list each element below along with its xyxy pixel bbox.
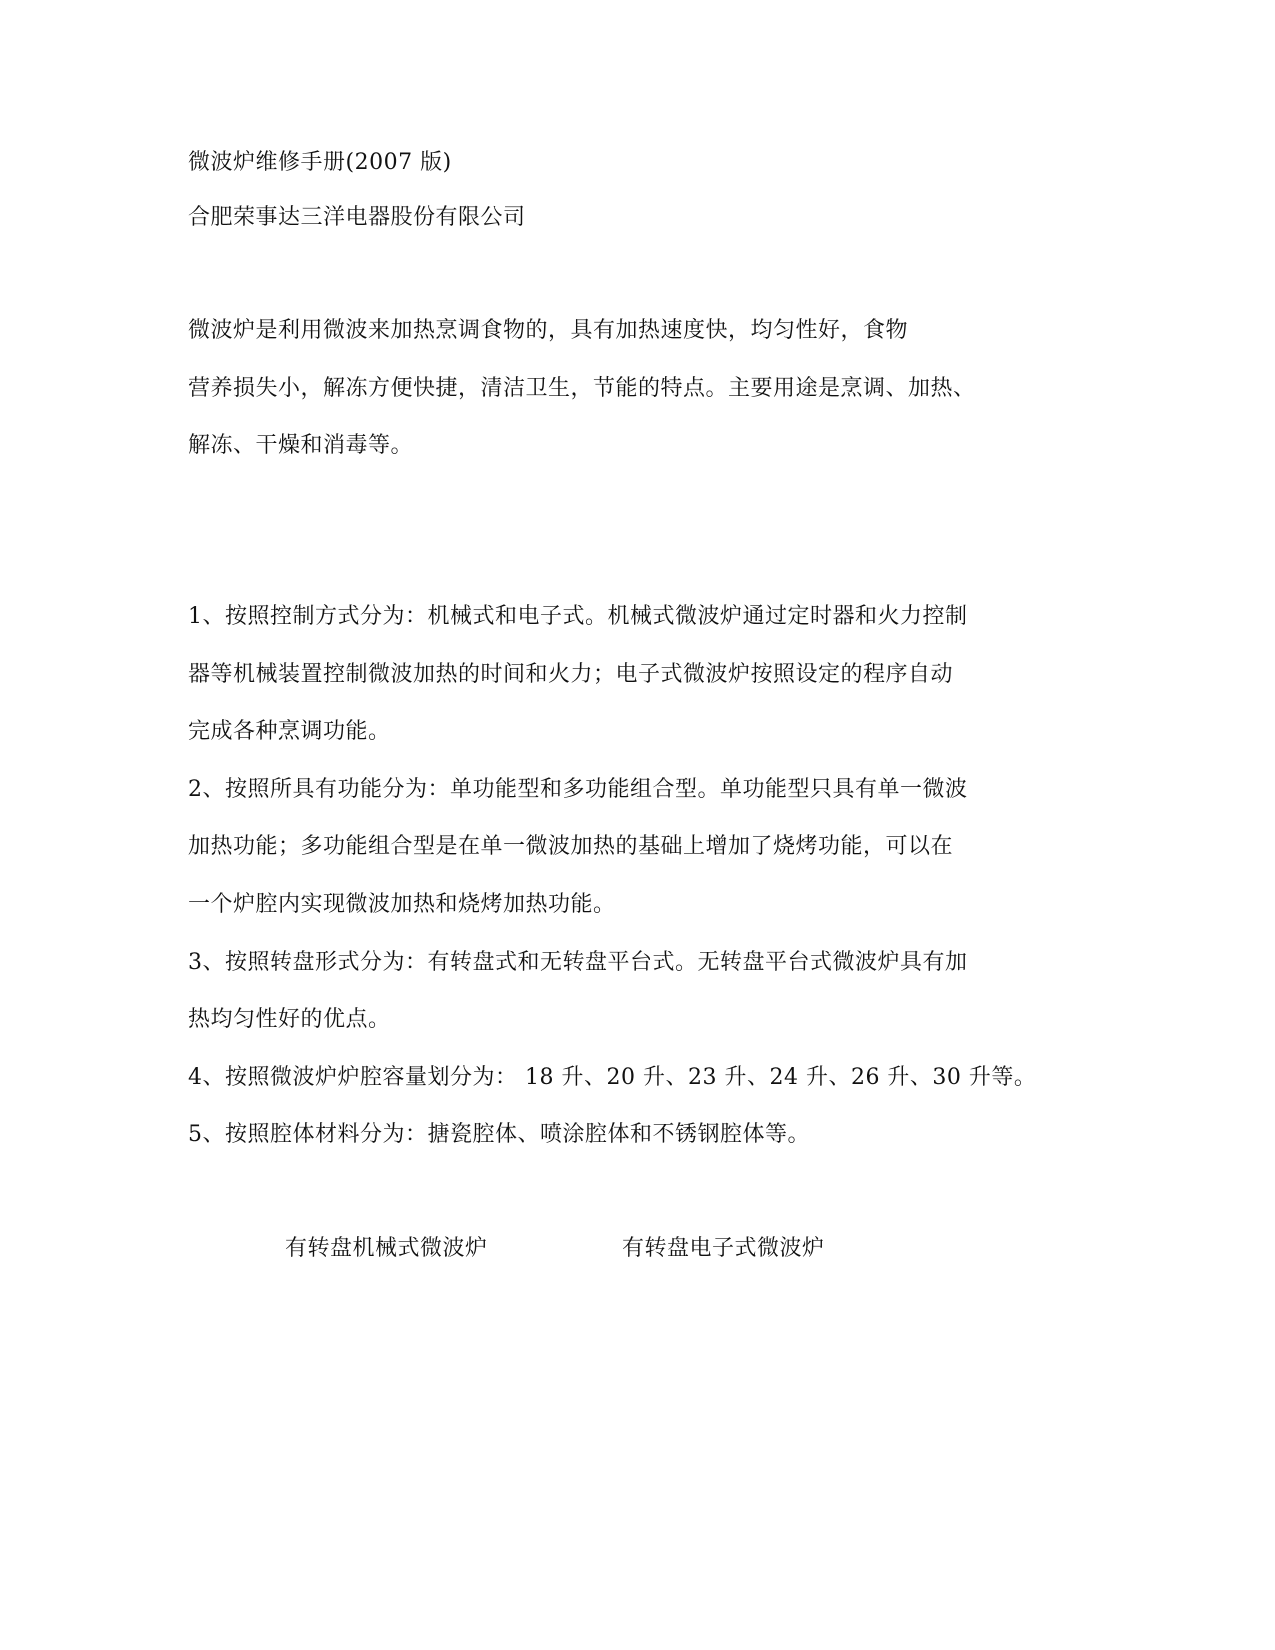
- intro-line: 微波炉是利用微波来加热烹调食物的，具有加热速度快，均匀性好，食物: [188, 318, 909, 343]
- classification-line: 5、按照腔体材料分为：搪瓷腔体、喷涂腔体和不锈钢腔体等。: [188, 1122, 810, 1147]
- classification-line: 3、按照转盘形式分为：有转盘式和无转盘平台式。无转盘平台式微波炉具有加: [188, 950, 968, 975]
- intro-line: 解冻、干燥和消毒等。: [188, 433, 414, 458]
- classification-line: 2、按照所具有功能分为：单功能型和多功能组合型。单功能型只具有单一微波: [188, 777, 968, 802]
- document-title: 微波炉维修手册(2007 版): [188, 150, 452, 175]
- caption-right: 有转盘电子式微波炉: [622, 1236, 825, 1261]
- classification-line: 加热功能；多功能组合型是在单一微波加热的基础上增加了烧烤功能，可以在: [188, 834, 954, 859]
- caption-left: 有转盘机械式微波炉: [285, 1236, 488, 1261]
- intro-line: 营养损失小，解冻方便快捷，清洁卫生，节能的特点。主要用途是烹调、加热、: [188, 376, 976, 401]
- classification-line: 1、按照控制方式分为：机械式和电子式。机械式微波炉通过定时器和火力控制: [188, 604, 968, 629]
- classification-line: 热均匀性好的优点。: [188, 1007, 391, 1032]
- classification-line: 器等机械装置控制微波加热的时间和火力；电子式微波炉按照设定的程序自动: [188, 662, 954, 687]
- classification-line: 完成各种烹调功能。: [188, 719, 391, 744]
- classification-line: 4、按照微波炉炉腔容量划分为： 18 升、20 升、23 升、24 升、26 升、30 升等。: [188, 1065, 1037, 1090]
- classification-line: 一个炉腔内实现微波加热和烧烤加热功能。: [188, 892, 616, 917]
- company-name: 合肥荣事达三洋电器股份有限公司: [188, 205, 526, 230]
